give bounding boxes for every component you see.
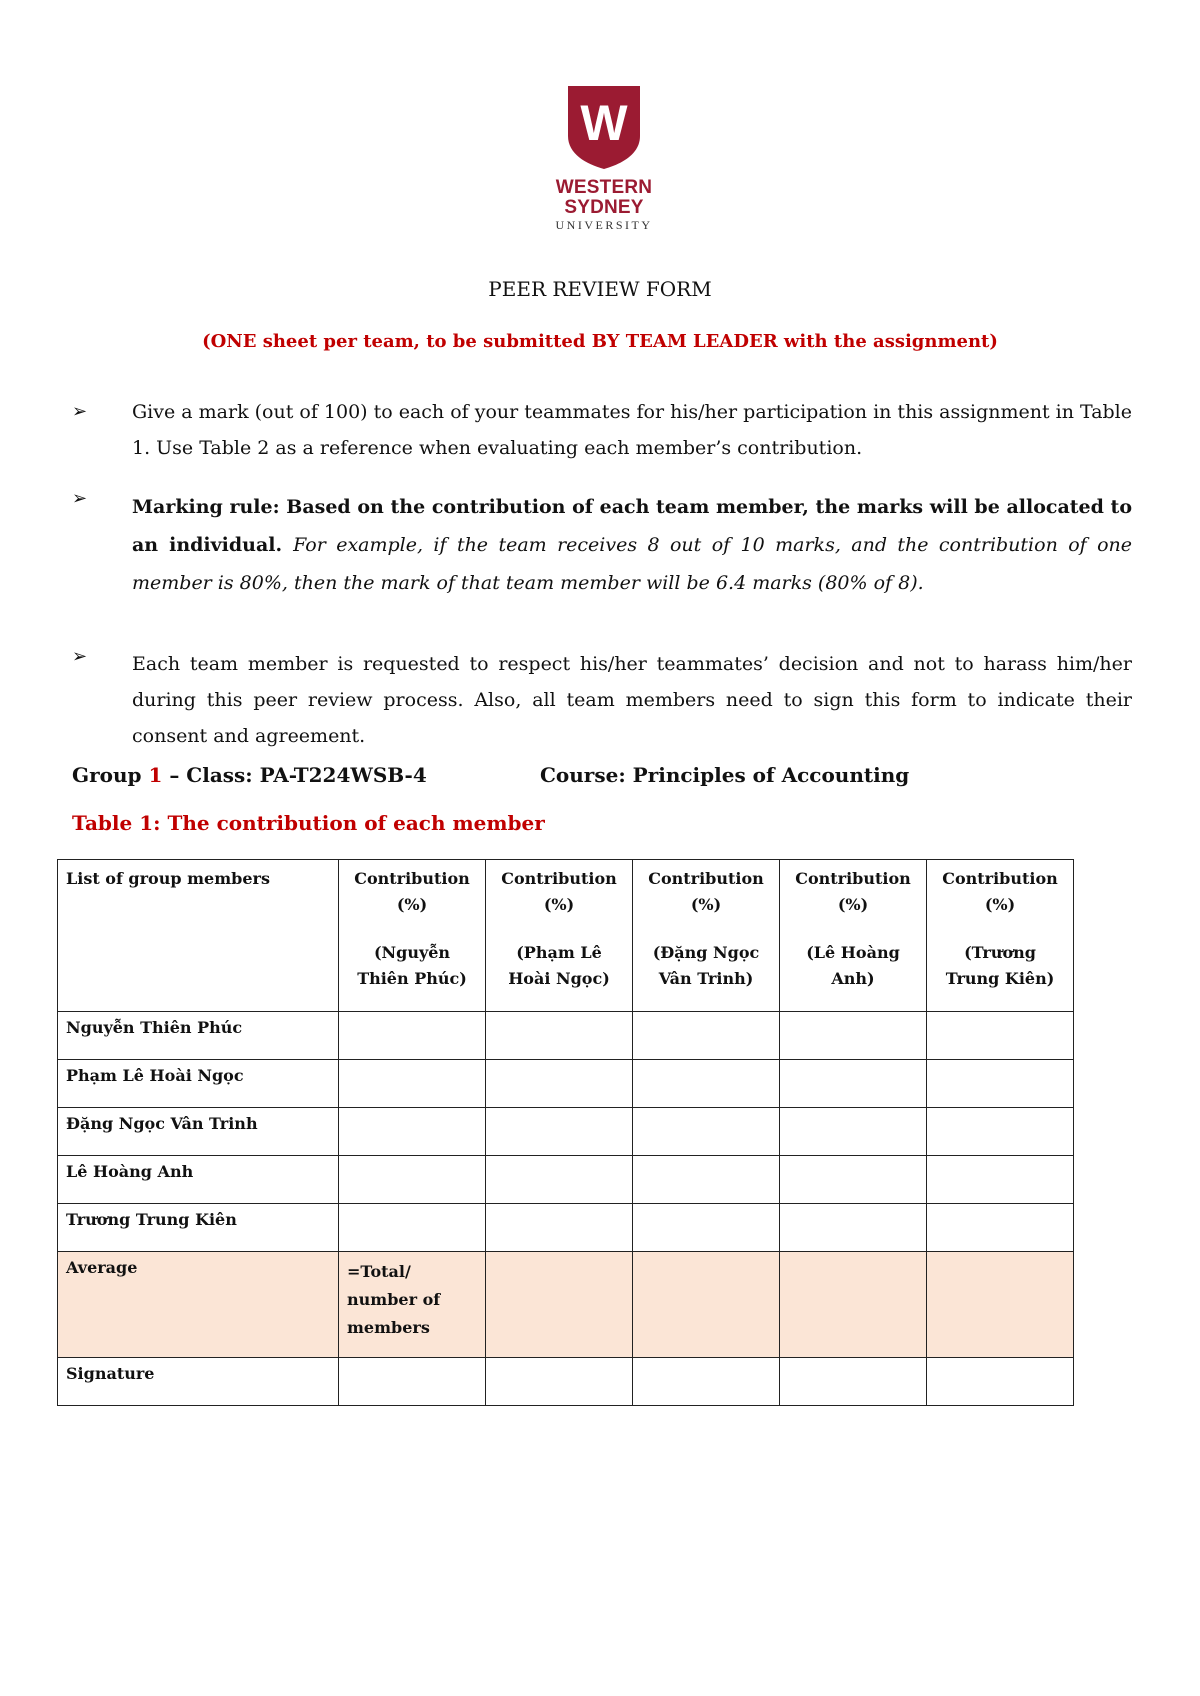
table-row [58,1108,1074,1156]
score-cell[interactable] [927,1108,1074,1156]
score-cell[interactable] [633,1012,780,1060]
logo-name: WESTERN SYDNEY [555,177,653,218]
score-cell[interactable] [780,1204,927,1252]
table-row [58,1012,1074,1060]
score-cell[interactable] [780,1156,927,1204]
group-info [72,762,1132,788]
signature-cell[interactable] [780,1358,927,1406]
column-header: Contribution (%) (Đặng Ngọc Vân Trinh) [633,860,780,1012]
score-cell[interactable] [780,1012,927,1060]
score-cell[interactable] [780,1108,927,1156]
signature-cell[interactable] [927,1358,1074,1406]
university-logo [514,84,694,234]
column-header: Contribution (%) (Trương Trung Kiên) [927,860,1074,1012]
average-formula: =Total/ number of members [339,1252,486,1358]
average-cell[interactable] [486,1252,633,1358]
table-header-row [58,860,1074,1012]
score-cell[interactable] [339,1012,486,1060]
members-column-header: List of group members [58,860,339,1012]
signature-cell[interactable] [486,1358,633,1406]
instruction-text-3: Each team member is requested to respect his/her teammates’ decision and not to harass him/her during this peer review process. Also, all team members need to sign this form to indicate their consent and agreement. [132,653,1132,747]
score-cell[interactable] [927,1012,1074,1060]
score-cell[interactable] [633,1108,780,1156]
member-name: Nguyễn Thiên Phúc [58,1012,339,1060]
average-cell[interactable] [633,1252,780,1358]
member-name: Lê Hoàng Anh [58,1156,339,1204]
table-row [58,1060,1074,1108]
score-cell[interactable] [486,1108,633,1156]
class-text: – Class: PA-T224WSB-4 [169,763,427,787]
instruction-bullet-1 [72,394,1132,466]
instruction-text-1: Give a mark (out of 100) to each of your teammates for his/her participation in this assignment in Table 1. Use Table 2 as a reference when evaluating each member’s contribution. [132,401,1133,459]
score-cell[interactable] [633,1156,780,1204]
score-cell[interactable] [486,1156,633,1204]
marking-rule-bold: Marking rule: Based on the contribution of each team member, the marks will be allocated to an individual [132,496,1132,556]
score-cell[interactable] [486,1204,633,1252]
group-number: 1 [148,763,163,787]
average-cell[interactable] [927,1252,1074,1358]
signature-label: Signature [58,1358,339,1406]
signature-row [58,1358,1074,1406]
column-header: Contribution (%) (Nguyễn Thiên Phúc) [339,860,486,1012]
average-cell[interactable] [780,1252,927,1358]
score-cell[interactable] [486,1012,633,1060]
instruction-bullet-2 [72,488,1132,602]
course-text: Course: Principles of Accounting [540,763,910,787]
instruction-text-2: Marking rule: Based on the contribution of each team member, the marks will be allocated to an individual. For example, if the team receives 8 out of 10 marks, and the contribution of one member is 80%, then the mark of that team member will be 6.4 marks (80% of 8). [132,496,1132,594]
score-cell[interactable] [927,1204,1074,1252]
arrow-bullet-icon: ➢ [72,646,88,667]
score-cell[interactable] [633,1060,780,1108]
instruction-bullet-3 [72,646,1132,754]
score-cell[interactable] [339,1204,486,1252]
average-row [58,1252,1074,1358]
arrow-bullet-icon: ➢ [72,401,88,422]
score-cell[interactable] [633,1204,780,1252]
group-label: Group [72,763,142,787]
score-cell[interactable] [780,1060,927,1108]
logo-subname: UNIVERSITY [555,218,653,232]
marking-rule-example: For example, if the team receives 8 out of 10 marks, and the contribution of one member is 80%, then the mark of that team member will be 6.4 marks (80% of 8). [132,534,1132,594]
column-header: Contribution (%) (Phạm Lê Hoài Ngọc) [486,860,633,1012]
signature-cell[interactable] [339,1358,486,1406]
svg-text:W: W [580,95,628,151]
column-header: Contribution (%) (Lê Hoàng Anh) [780,860,927,1012]
member-name: Trương Trung Kiên [58,1204,339,1252]
signature-cell[interactable] [633,1358,780,1406]
score-cell[interactable] [339,1156,486,1204]
member-name: Phạm Lê Hoài Ngọc [58,1060,339,1108]
page-title: PEER REVIEW FORM [488,277,712,301]
table-row [58,1156,1074,1204]
score-cell[interactable] [927,1060,1074,1108]
page-subtitle: (ONE sheet per team, to be submitted BY TEAM LEADER with the assignment) [202,331,998,352]
table-row [58,1204,1074,1252]
contribution-table [57,859,1074,1406]
shield-logo-icon [566,84,642,170]
arrow-bullet-icon: ➢ [72,488,88,509]
score-cell[interactable] [339,1108,486,1156]
score-cell[interactable] [927,1156,1074,1204]
table-title: Table 1: The contribution of each member [72,811,545,835]
score-cell[interactable] [486,1060,633,1108]
score-cell[interactable] [339,1060,486,1108]
average-label: Average [58,1252,339,1358]
member-name: Đặng Ngọc Vân Trinh [58,1108,339,1156]
